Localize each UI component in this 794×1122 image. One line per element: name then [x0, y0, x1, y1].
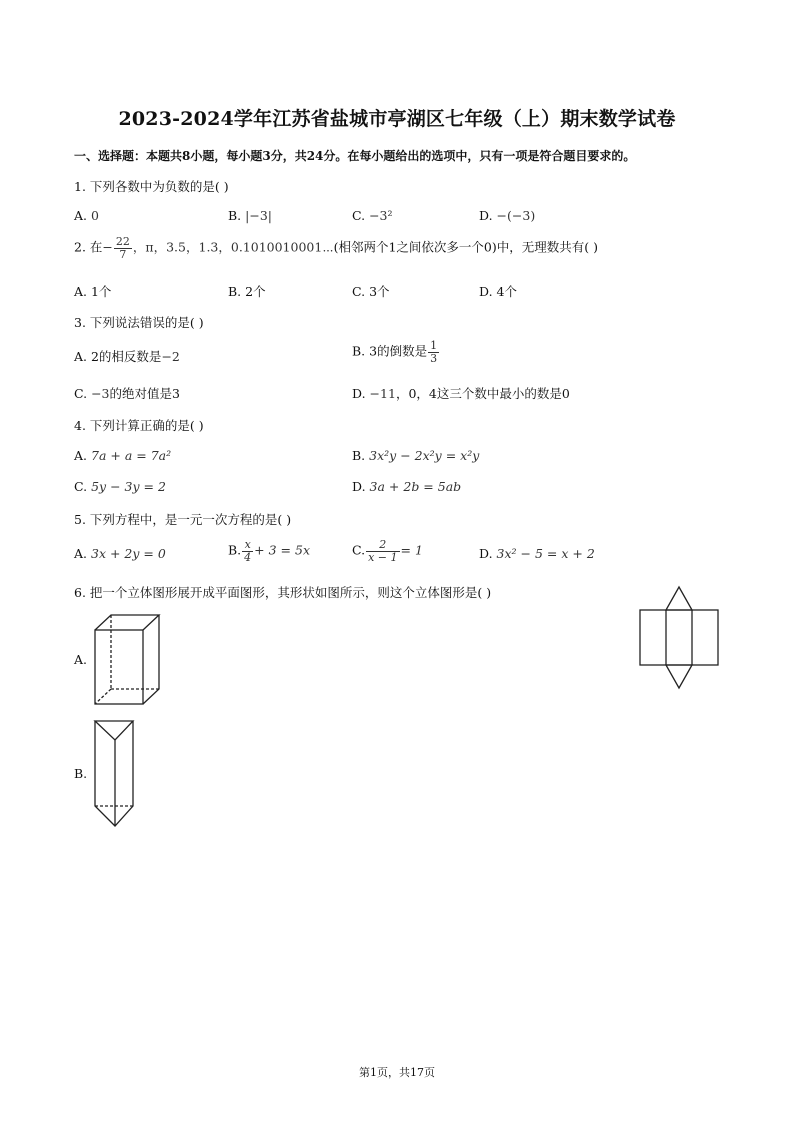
q2-frac-den: 7 — [119, 247, 127, 261]
q3-a-math: −2 — [161, 349, 180, 364]
q2-option-d: D. 4个 — [479, 284, 517, 299]
q1-b-value: |−3| — [245, 208, 273, 223]
q4-a-label: A. — [74, 448, 88, 463]
q1-c-label: C. — [352, 208, 366, 223]
q1-b-label: B. — [228, 208, 242, 223]
q5-d-math: 3x² − 5 = x + 2 — [496, 546, 595, 561]
q4-option-d — [352, 479, 461, 494]
q1-option-d — [479, 208, 535, 223]
q3-d-text: ，0，4这三个数中最小的数是0 — [395, 386, 570, 401]
q4-option-b — [352, 448, 479, 463]
q3-c-text: 的绝对值是3 — [109, 386, 180, 401]
q1-option-c — [352, 208, 393, 223]
q4-option-c — [74, 479, 166, 494]
q5-option-a — [74, 546, 166, 561]
q6-option-a-cuboid — [92, 612, 162, 708]
q4-c-label: C. — [74, 479, 88, 494]
q4-d-math: 3a + 2b = 5ab — [369, 479, 462, 494]
q4-b-label: B. — [352, 448, 366, 463]
q1-option-a — [74, 208, 99, 223]
section-heading: 一、选择题：本题共8小题，每小题3分，共24分。在每小题给出的选项中，只有一项是符合题目要求的。 — [74, 149, 636, 163]
q5-a-label: A. — [74, 546, 88, 561]
q5-b-rest: + 3 = 5x — [254, 542, 310, 558]
q5-option-c — [352, 539, 423, 563]
q6-stem: 6. 把一个立体图形展开成平面图形，其形状如图所示，则这个立体图形是( ) — [74, 585, 492, 600]
q3-a-text: A. 2的相反数是 — [74, 349, 162, 364]
q5-option-b — [228, 539, 310, 563]
cuboid-front-face — [95, 630, 143, 704]
prism-top-triangle — [95, 721, 133, 740]
q5-c-den: x − 1 — [368, 550, 398, 564]
q1-d-value: −(−3) — [496, 208, 536, 223]
q2-suffix: 中，无理数共有( ) — [496, 239, 598, 255]
q3-option-c — [74, 384, 180, 402]
net-bottom-triangle — [666, 665, 692, 688]
net-rectangles — [640, 610, 718, 665]
q3-d-math: −11 — [369, 386, 396, 401]
q5-a-math: 3x + 2y = 0 — [91, 546, 166, 561]
q3-b-num: 1 — [430, 339, 438, 352]
cuboid-hidden-diagonal — [95, 689, 111, 704]
q1-d-label: D. — [479, 208, 493, 223]
q4-b-math: 3x²y − 2x²y = x²y — [369, 448, 480, 463]
q5-b-num: x — [242, 539, 253, 552]
prism-net-figure — [638, 585, 722, 691]
q2-prefix: 2. 在 — [74, 239, 103, 255]
q2-frac-sign: − — [102, 239, 113, 255]
q4-a-math: 7a + a = 7a² — [91, 448, 172, 463]
q3-stem: 3. 下列说法错误的是( ) — [74, 315, 204, 330]
q4-c-math: 5y − 3y = 2 — [91, 479, 166, 494]
prism-outline — [95, 721, 133, 826]
q2-option-a: A. 1个 — [74, 284, 112, 299]
q1-a-label: A. — [74, 208, 88, 223]
q3-option-a — [74, 347, 180, 365]
q2-fraction — [114, 236, 132, 260]
q1-a-value: 0 — [91, 208, 99, 223]
q6-option-b-label: B. — [74, 766, 88, 781]
q5-d-label: D. — [479, 546, 493, 561]
q5-c-num: 2 — [366, 539, 399, 552]
net-top-triangle — [666, 587, 692, 610]
q4-option-a — [74, 448, 171, 463]
q5-option-d — [479, 546, 595, 561]
q2-option-c: C. 3个 — [352, 284, 390, 299]
q2-option-b: B. 2个 — [228, 284, 266, 299]
q5-c-label: C. — [352, 542, 366, 558]
q1-c-value: −3² — [369, 208, 393, 223]
q5-b-fraction — [242, 539, 253, 563]
q2-note: (相邻两个1之间依次多一个0) — [333, 239, 497, 255]
q6-option-b-triangular-prism — [92, 718, 136, 830]
q3-b-fraction — [428, 340, 439, 364]
q3-c-label: C. — [74, 386, 88, 401]
q2-numbers: ，π，3.5，1.3，0.1010010001⋯ — [132, 239, 334, 255]
q5-c-rest: = 1 — [400, 542, 423, 558]
page-title: 2023-2024学年江苏省盐城市亭湖区七年级（上）期末数学试卷 — [118, 108, 676, 130]
q3-b-den: 3 — [430, 351, 438, 365]
q6-option-a-label: A. — [74, 652, 88, 667]
q3-c-math: −3 — [91, 386, 110, 401]
cuboid-top-edges — [95, 615, 159, 630]
q2-stem — [74, 236, 598, 260]
q3-b-text: B. 3的倒数是 — [352, 343, 428, 359]
q3-d-label: D. — [352, 386, 366, 401]
q5-b-label: B. — [228, 542, 242, 558]
q4-d-label: D. — [352, 479, 366, 494]
page-footer: 第1页，共17页 — [359, 1066, 435, 1079]
q1-stem: 1. 下列各数中为负数的是( ) — [74, 179, 229, 194]
q5-stem: 5. 下列方程中，是一元一次方程的是( ) — [74, 512, 292, 527]
q4-stem: 4. 下列计算正确的是( ) — [74, 418, 204, 433]
q3-option-b — [352, 340, 440, 364]
q5-b-den: 4 — [244, 550, 252, 564]
q5-c-fraction — [366, 539, 399, 563]
q1-option-b — [228, 208, 272, 223]
q3-option-d — [352, 384, 570, 402]
q2-frac-num: 22 — [115, 235, 130, 248]
